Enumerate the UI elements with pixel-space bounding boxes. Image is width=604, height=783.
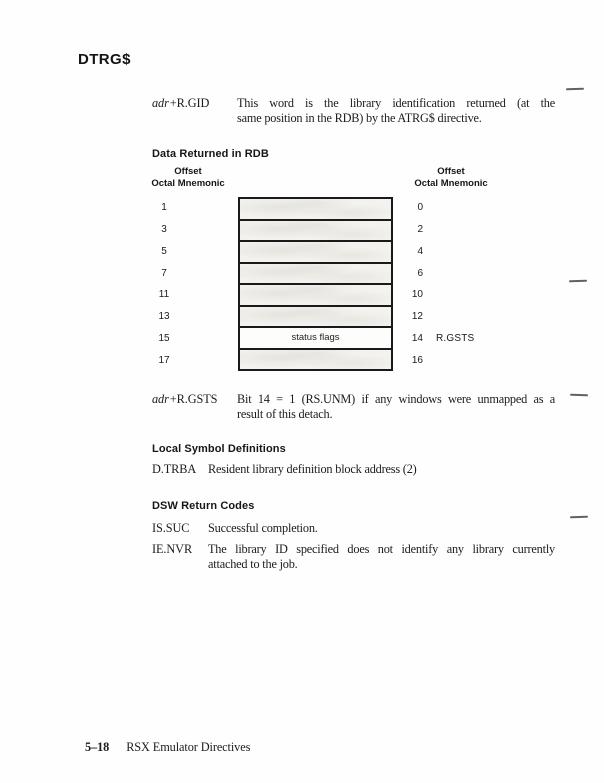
page-number: 5–18 (85, 740, 110, 754)
octal-offset: 10 (411, 289, 423, 301)
text-line: Successful completion. (208, 521, 318, 535)
symbol-description (208, 462, 555, 477)
term-rgid: +R.GID (169, 96, 210, 110)
text-line: Bit 14 = 1 (RS.UNM) if any windows were unmapped as a (237, 392, 555, 406)
offset-header-left (145, 166, 231, 189)
word-cell (240, 221, 391, 243)
octal-offset: 4 (417, 245, 423, 257)
octal-offset: 5 (161, 245, 167, 257)
return-code-issuc (152, 521, 555, 536)
term-adr: adr (152, 96, 169, 110)
section-heading-dsw: DSW Return Codes (152, 500, 255, 512)
term-adr: adr (152, 392, 169, 406)
definition-rgid (152, 96, 555, 125)
section-heading-local-symbols: Local Symbol Definitions (152, 443, 286, 455)
return-code-description (208, 521, 555, 536)
word-cell (240, 199, 391, 221)
text-line: attached to the job. (208, 556, 298, 571)
return-code-name: IE.NVR (152, 542, 193, 556)
octal-offset: 11 (158, 289, 170, 301)
header-line: Offset (437, 166, 465, 177)
change-bar-icon (566, 88, 584, 91)
footer-text: RSX Emulator Directives (126, 740, 251, 754)
octal-offset: 0 (417, 202, 423, 214)
text-line: The library ID specified does not identify any library currently (208, 542, 555, 556)
return-code-ienvr (152, 542, 555, 571)
symbol-entry-dtrba (152, 462, 555, 477)
definition-rgid-description (237, 96, 555, 125)
mnemonic-rgsts: R.GSTS (436, 332, 475, 344)
text-line: result of this detach. (237, 406, 333, 421)
header-line: Octal Mnemonic (414, 177, 488, 189)
word-cell (240, 350, 391, 370)
octal-offset: 1 (161, 202, 167, 214)
text-line: Resident library definition block address (2) (208, 462, 417, 476)
term-rgsts: +R.GSTS (169, 392, 218, 406)
page-footer (85, 740, 250, 755)
octal-offset: 2 (417, 224, 423, 236)
change-bar-icon (570, 516, 588, 519)
change-bar-icon (569, 280, 587, 283)
word-cell (240, 285, 391, 307)
return-code-description (208, 542, 555, 571)
symbol-name: D.TRBA (152, 462, 197, 476)
word-cell-status-flags: status flags (240, 328, 391, 350)
definition-rgid-term (152, 96, 237, 125)
left-offset-column (145, 197, 231, 371)
change-bar-icon (570, 394, 588, 397)
page-title: DTRG$ (78, 51, 131, 68)
octal-offset: 15 (158, 332, 170, 344)
octal-offset: 14 (411, 332, 423, 344)
right-offset-column (397, 197, 577, 371)
word-cell (240, 307, 391, 329)
octal-offset: 6 (417, 267, 423, 279)
octal-offset: 12 (411, 311, 423, 323)
octal-offset: 7 (161, 267, 167, 279)
return-code-name: IS.SUC (152, 521, 190, 535)
section-heading-data-returned: Data Returned in RDB (152, 148, 269, 160)
text-line: same position in the RDB) by the ATRG$ directive. (237, 110, 482, 125)
octal-offset: 3 (161, 224, 167, 236)
word-cell (240, 242, 391, 264)
octal-offset: 17 (158, 354, 170, 366)
text-line: This word is the library identification returned (at the (237, 96, 555, 110)
octal-offset: 13 (158, 311, 170, 323)
definition-rgsts (152, 392, 555, 421)
rdb-word-diagram (238, 197, 393, 371)
definition-rgsts-description (237, 392, 555, 421)
definition-rgsts-term (152, 392, 237, 421)
word-cell (240, 264, 391, 286)
header-line: Offset (174, 166, 202, 177)
header-line: Octal Mnemonic (151, 177, 225, 189)
octal-offset: 16 (411, 354, 423, 366)
offset-header-right (408, 166, 494, 189)
